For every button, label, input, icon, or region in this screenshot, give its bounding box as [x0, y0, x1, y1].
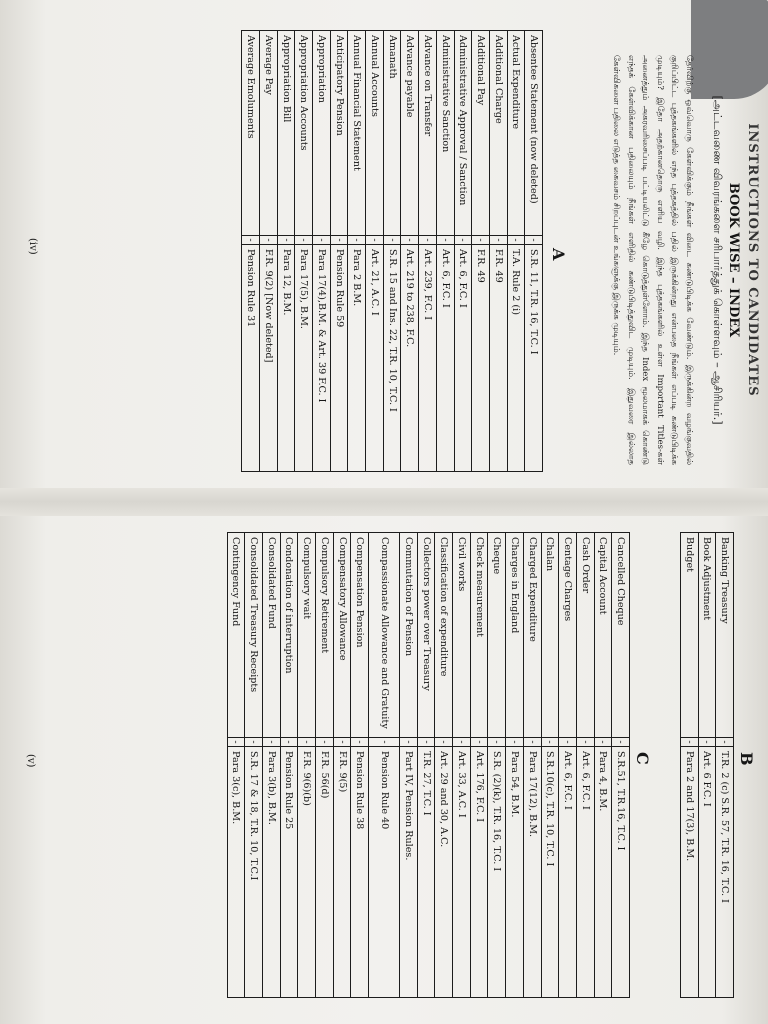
index-row [227, 533, 245, 998]
index-reference: Pension Rule 40 [369, 747, 400, 998]
index-term: Cancelled Cheque [612, 533, 630, 738]
index-row [612, 533, 630, 998]
index-reference: T.A. Rule 2 (i) [507, 245, 525, 472]
index-row [489, 31, 507, 472]
index-reference: Art. 219 to 238, F.C. [401, 245, 419, 472]
index-dash: - [698, 738, 716, 747]
index-term: Charged Expenditure [523, 533, 541, 738]
index-reference: Art. 6, F.C. I [454, 245, 472, 472]
index-row [262, 533, 280, 998]
index-term: Appropriation Accounts [295, 31, 313, 236]
index-table-b [680, 532, 734, 998]
section-letter-a: A [549, 248, 568, 261]
index-row [419, 31, 437, 472]
index-dash: - [383, 236, 401, 245]
index-row [680, 533, 698, 998]
index-term: Annual Accounts [366, 31, 384, 236]
index-term: Advance on Transfer [419, 31, 437, 236]
index-row [313, 31, 331, 472]
running-title: INSTRUCTIONS TO CANDIDATES [745, 123, 760, 397]
index-dash: - [680, 738, 698, 747]
index-term: Consolidated Fund [262, 533, 280, 738]
index-term: Classification of expenditure [435, 533, 453, 738]
index-dash: - [507, 236, 525, 245]
index-dash: - [454, 236, 472, 245]
index-row [417, 533, 435, 998]
index-dash: - [262, 738, 280, 747]
index-dash: - [351, 738, 369, 747]
index-row [316, 533, 334, 998]
index-term: Compulsory Retirement [316, 533, 334, 738]
index-dash: - [316, 738, 334, 747]
index-dash: - [280, 738, 298, 747]
index-reference: Para 3(c), B.M. [227, 747, 245, 998]
index-term: Average Pay [260, 31, 278, 236]
index-dash: - [419, 236, 437, 245]
index-table-a [241, 30, 543, 472]
index-row [453, 533, 471, 998]
index-row [541, 533, 559, 998]
index-dash: - [295, 236, 313, 245]
index-term: Annual Financial Statement [348, 31, 366, 236]
index-term: Check measurement [470, 533, 488, 738]
index-dash: - [313, 236, 331, 245]
index-table-c [227, 532, 630, 998]
instruction-paragraph: தேர்விற்கு ஒவ்வொரு கேள்விக்கும் நீங்கள் விடை கண்டுபிடிக்க வேண்டும். இருக்கின்ற வழங்குவதில் குறிப்பிட்ட புத்தகங்களில் எந்த புத்தகத்தில் பதில் இருக்கின்றது என்பதை நீங்கள் எப்படி கண்டுபிடிக்க முடியும்? இதோ அதற்கானதொரு எளிய வழி. இந்த புத்தகங்களில் உள்ள Important Titles-கள் அனைத்தும் அகரவரிசைப்படி பட்டியலிட்டு கீழே கொடுத்துள்ளோம். இந்த Index மூலமாகக் கொண்டு எந்தக் கேள்விக்கான பதிலையும் நீங்கள் எளிதில் கண்டுபிடித்துவிட முடியும். இதுவரை இல்லாத கேள்விகளை பதிலை எடுத்த கைவசம் சிறப்புடன் உங்களுக்கு இருக்க முடியும். [611, 55, 694, 465]
index-dash: - [453, 738, 471, 747]
index-row [330, 31, 348, 472]
index-dash: - [594, 738, 612, 747]
index-reference: F.R. 9(2) [Now deleted] [260, 245, 278, 472]
index-reference: Art. 6, F.C. I [436, 245, 454, 472]
index-dash: - [472, 236, 490, 245]
index-row [400, 533, 418, 998]
index-reference: Art. 29 and 30, A.C. [435, 747, 453, 998]
index-dash: - [348, 236, 366, 245]
index-dash: - [242, 236, 260, 245]
index-term: Civil works [453, 533, 471, 738]
index-dash: - [541, 738, 559, 747]
index-term: Consolidated Treasury Receipts [245, 533, 263, 738]
index-row [507, 31, 525, 472]
index-reference: Art. 239, F.C. I [419, 245, 437, 472]
index-reference: S.R.51, T.R.16, T.C. I [612, 747, 630, 998]
index-term: Additional Pay [472, 31, 490, 236]
index-subtitle: [அட்டவணை விவரங்களை சரிபார்த்துக் கொள்ளவும் – ஆசிரியர்.] [711, 95, 724, 425]
index-reference: Para 17(5), B.M. [295, 245, 313, 472]
index-dash: - [227, 738, 245, 747]
index-reference: Art. 33, A.C. I [453, 747, 471, 998]
index-term: Banking Treasury [716, 533, 734, 738]
index-dash: - [525, 236, 543, 245]
index-reference: Para 17(12), B.M. [523, 747, 541, 998]
index-reference: Art. 6, F.C. I [559, 747, 577, 998]
index-dash: - [488, 738, 506, 747]
index-reference: F.R. 49 [472, 245, 490, 472]
index-row [348, 31, 366, 472]
index-term: Compulsory wait [298, 533, 316, 738]
index-row [351, 533, 369, 998]
index-term: Centage Charges [559, 533, 577, 738]
index-row [277, 31, 295, 472]
index-reference: S.R.10(c), T.R. 10, T.C. I [541, 747, 559, 998]
index-row [576, 533, 594, 998]
index-row [506, 533, 524, 998]
section-letter-c: C [633, 752, 652, 765]
index-dash: - [417, 738, 435, 747]
index-row [366, 31, 384, 472]
index-title: BOOK WISE – INDEX [726, 182, 741, 338]
index-term: Appropriation Bill [277, 31, 295, 236]
index-reference: Art. 176, F.C. I [470, 747, 488, 998]
index-term: Charges in England [506, 533, 524, 738]
index-header [709, 40, 760, 480]
index-dash: - [506, 738, 524, 747]
index-row [298, 533, 316, 998]
index-row [559, 533, 577, 998]
index-dash: - [435, 738, 453, 747]
right-page [0, 512, 768, 1024]
index-term: Commutation of Pension [400, 533, 418, 738]
index-row [401, 31, 419, 472]
index-dash: - [576, 738, 594, 747]
index-reference: T.R. 27, T.C. I [417, 747, 435, 998]
index-reference: Para 2 B.M. [348, 245, 366, 472]
index-reference: Para 17(4),B.M. & Art. 39 F.C. I [313, 245, 331, 472]
index-reference: Art. 6 F.C. I [698, 747, 716, 998]
index-row [280, 533, 298, 998]
index-row [260, 31, 278, 472]
index-row [369, 533, 400, 998]
page-number-left: (iv) [27, 238, 38, 255]
index-row [488, 533, 506, 998]
index-term: Book Adjustment [698, 533, 716, 738]
index-term: Absentee Statement (now deleted) [525, 31, 543, 236]
index-dash: - [298, 738, 316, 747]
index-reference: Para 3(b), B.M. [262, 747, 280, 998]
index-reference: Pension Rule 38 [351, 747, 369, 998]
index-dash: - [436, 236, 454, 245]
index-reference: F.R. 49 [489, 245, 507, 472]
index-dash: - [400, 738, 418, 747]
index-term: Compassionate Allowance and Gratuity [369, 533, 400, 738]
index-row [523, 533, 541, 998]
index-row [245, 533, 263, 998]
index-row [295, 31, 313, 472]
index-term: Average Emoluments [242, 31, 260, 236]
index-reference: F.R. 56(d) [316, 747, 334, 998]
index-dash: - [489, 236, 507, 245]
index-term: Budget [680, 533, 698, 738]
index-reference: T.R. 2 (c) S.R. 57, T.R. 16, T.C. I [716, 747, 734, 998]
index-dash: - [366, 236, 384, 245]
index-term: Capital Account [594, 533, 612, 738]
index-row [525, 31, 543, 472]
index-row [436, 31, 454, 472]
index-dash: - [333, 738, 351, 747]
index-row [333, 533, 351, 998]
index-row [472, 31, 490, 472]
index-reference: F.R. 9(5) [333, 747, 351, 998]
index-dash: - [245, 738, 263, 747]
page-number-right: (v) [25, 754, 36, 768]
index-term: Anticipatory Pension [330, 31, 348, 236]
index-reference: S.R. 17 & 18, T.R. 10, T.C.I [245, 747, 263, 998]
index-reference: Para 12, B.M. [277, 245, 295, 472]
index-dash: - [523, 738, 541, 747]
index-reference: Pension Rule 25 [280, 747, 298, 998]
index-row [242, 31, 260, 472]
index-reference: Pension Rule 59 [330, 245, 348, 472]
index-reference: Pension Rule 31 [242, 245, 260, 472]
index-dash: - [277, 236, 295, 245]
index-term: Collectors power over Treasury [417, 533, 435, 738]
index-row [435, 533, 453, 998]
index-row [716, 533, 734, 998]
index-dash: - [260, 236, 278, 245]
index-term: Amanath [383, 31, 401, 236]
index-term: Chalan [541, 533, 559, 738]
section-letter-b: B [737, 752, 756, 766]
index-row [454, 31, 472, 472]
index-row [698, 533, 716, 998]
index-dash: - [470, 738, 488, 747]
index-reference: Para 54, B.M. [506, 747, 524, 998]
index-term: Cheque [488, 533, 506, 738]
index-term: Administrative Sanction [436, 31, 454, 236]
index-term: Administrative Approval / Sanction [454, 31, 472, 236]
index-reference: Para 4, B.M. [594, 747, 612, 998]
index-term: Appropriation [313, 31, 331, 236]
index-reference: Art. 21, A.C. I [366, 245, 384, 472]
index-term: Compensation Pension [351, 533, 369, 738]
index-term: Compensatory Allowance [333, 533, 351, 738]
index-term: Additional Charge [489, 31, 507, 236]
index-row [594, 533, 612, 998]
index-dash: - [369, 738, 400, 747]
index-reference: S.R. 15 and Ins. 22, T.R. 10, T.C. I [383, 245, 401, 472]
index-dash: - [401, 236, 419, 245]
index-reference: Para 2 and 17(3), B.M. [680, 747, 698, 998]
index-term: Condonation of interruption [280, 533, 298, 738]
index-term: Actual Expenditure [507, 31, 525, 236]
index-reference: S.R. 11, T.R. 16, T.C. I [525, 245, 543, 472]
index-term: Cash Order [576, 533, 594, 738]
index-reference: Part IV, Pension Rules. [400, 747, 418, 998]
index-row [470, 533, 488, 998]
index-dash: - [330, 236, 348, 245]
index-reference: S.R. (2)(k), T.R. 16, T.C. I [488, 747, 506, 998]
index-term: Contingency Fund [227, 533, 245, 738]
index-dash: - [716, 738, 734, 747]
index-term: Advance payable [401, 31, 419, 236]
index-dash: - [612, 738, 630, 747]
index-row [383, 31, 401, 472]
index-dash: - [559, 738, 577, 747]
index-reference: Art. 6, F.C. I [576, 747, 594, 998]
index-reference: F.R. 9(6)(b) [298, 747, 316, 998]
